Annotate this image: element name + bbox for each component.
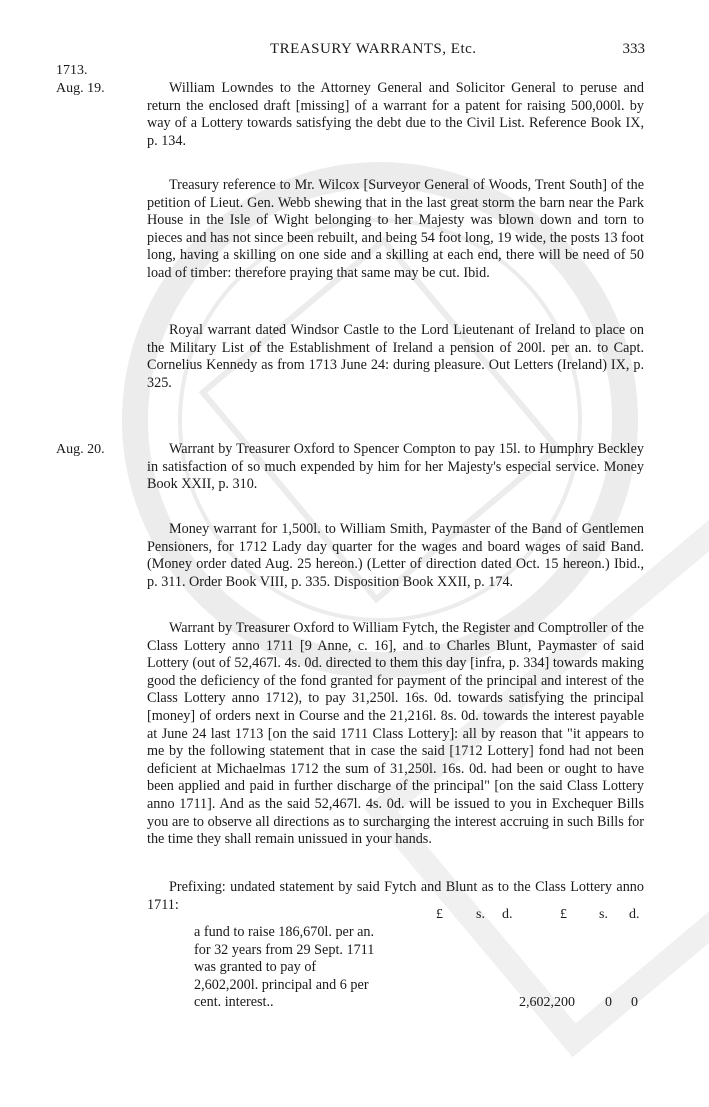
entry-text: Treasury reference to Mr. Wilcox [Surveyor General of Woods, Trent South] of the petition of Lieut. Gen. Webb shewing that in the last great storm the barn near the Park House in the Isle of Wight belonging to her Majesty was blown down and torn to pieces and has not since been rebuilt, and being 54 foot long, 19 wide, the posts 13 foot long, having a skilling on one side and a skilling at each end, there will be need of 50 load of timber: therefore praying that same may be cut. Ibid.: [147, 177, 644, 281]
entry-wilcox-reference: [147, 177, 644, 283]
page-number: 333: [622, 41, 645, 57]
statement-item: [194, 924, 382, 1012]
entry-text: Money warrant for 1,500l. to William Smith, Paymaster of the Band of Gentlemen Pensioners, for 1712 Lady day quarter for the wages and board wages of said Band. (Money order dated Aug. 25 hereon.) (Letter of direction dated Oct. 15 hereon.) Ibid., p. 311. Order Book VIII, p. 335. Disposition Book XXII, p. 174.: [147, 521, 644, 590]
statement-item-pounds: 2,602,200: [519, 995, 575, 1010]
entry-text: Prefixing: undated statement by said Fytch and Blunt as to the Class Lottery anno 1711:: [147, 879, 644, 913]
entry-lowndes: [147, 80, 644, 150]
col-head-pence-2: d.: [629, 907, 640, 922]
entry-text: Warrant by Treasurer Oxford to William Fytch, the Register and Comptroller of the Class Lottery anno 1711 [9 Anne, c. 16], and to Charles Blunt, Paymaster of said Lottery (out of 52,467l. 4s. 0d. directed to them this day [infra, p. 334] towards making good the deficiency of the fond granted for payment of the principal and interest of the Class Lottery anno 1712), to pay 31,250l. 16s. 0d. towards satisfying the principal [money] of orders next in Course and the 21,216l. 8s. 0d. towards the interest payable at June 24 last 1713 [on the said 1711 Class Lottery]: all by reason that "it appears to me by the following statement that in case the said [1712 Lottery] fond had not been deficient at Michaelmas 1712 the sum of 31,250l. 16s. 0d. had been or ought to have been applied and paid in further discharge of the principal" [on the said Class Lottery anno 1711]. And as the said 52,467l. 4s. 0d. will be issued to you in Exchequer Bills you are to observe all directions as to surcharging the interest accruing in such Bills for the time they shall remain unissued in your hands.: [147, 620, 644, 848]
entry-compton: [147, 441, 644, 494]
date-aug-19: Aug. 19.: [56, 81, 105, 96]
entry-smith: [147, 521, 644, 591]
date-aug-20: Aug. 20.: [56, 442, 105, 457]
entry-text: William Lowndes to the Attorney General and Solicitor General to peruse and return the enclosed draft [missing] of a warrant for a patent for raising 500,000l. by way of a Lottery towards satisfying the debt due to the Civil List. Reference Book IX, p. 134.: [147, 80, 644, 149]
entry-prefixing: [147, 879, 644, 914]
page-header: [250, 41, 645, 63]
entry-fytch-blunt: [147, 620, 644, 849]
entry-text: Warrant by Treasurer Oxford to Spencer Compton to pay 15l. to Humphry Beckley in satisfaction of so much expended by him for her Majesty's especial service. Money Book XXII, p. 310.: [147, 441, 644, 493]
col-head-shillings: s.: [476, 907, 485, 922]
statement-item-text: a fund to raise 186,670l. per an. for 32 years from 29 Sept. 1711 was granted to pay of 2,602,200l. principal and 6 per cent. interest..: [194, 924, 375, 1011]
running-title: TREASURY WARRANTS, Etc.: [270, 41, 477, 57]
col-head-pounds: £: [436, 907, 443, 922]
statement-item-pence: 0: [631, 995, 638, 1010]
entry-royal-warrant: [147, 322, 644, 392]
col-head-pounds-2: £: [560, 907, 567, 922]
statement-item-shillings: 0: [605, 995, 612, 1010]
col-head-shillings-2: s.: [599, 907, 608, 922]
col-head-pence: d.: [502, 907, 513, 922]
year-label: 1713.: [56, 63, 88, 78]
entry-text: Royal warrant dated Windsor Castle to the Lord Lieutenant of Ireland to place on the Military List of the Establishment of Ireland a pension of 200l. per an. to Capt. Cornelius Kennedy as from 1713 June 24: during pleasure. Out Letters (Ireland) IX, p. 325.: [147, 322, 644, 391]
